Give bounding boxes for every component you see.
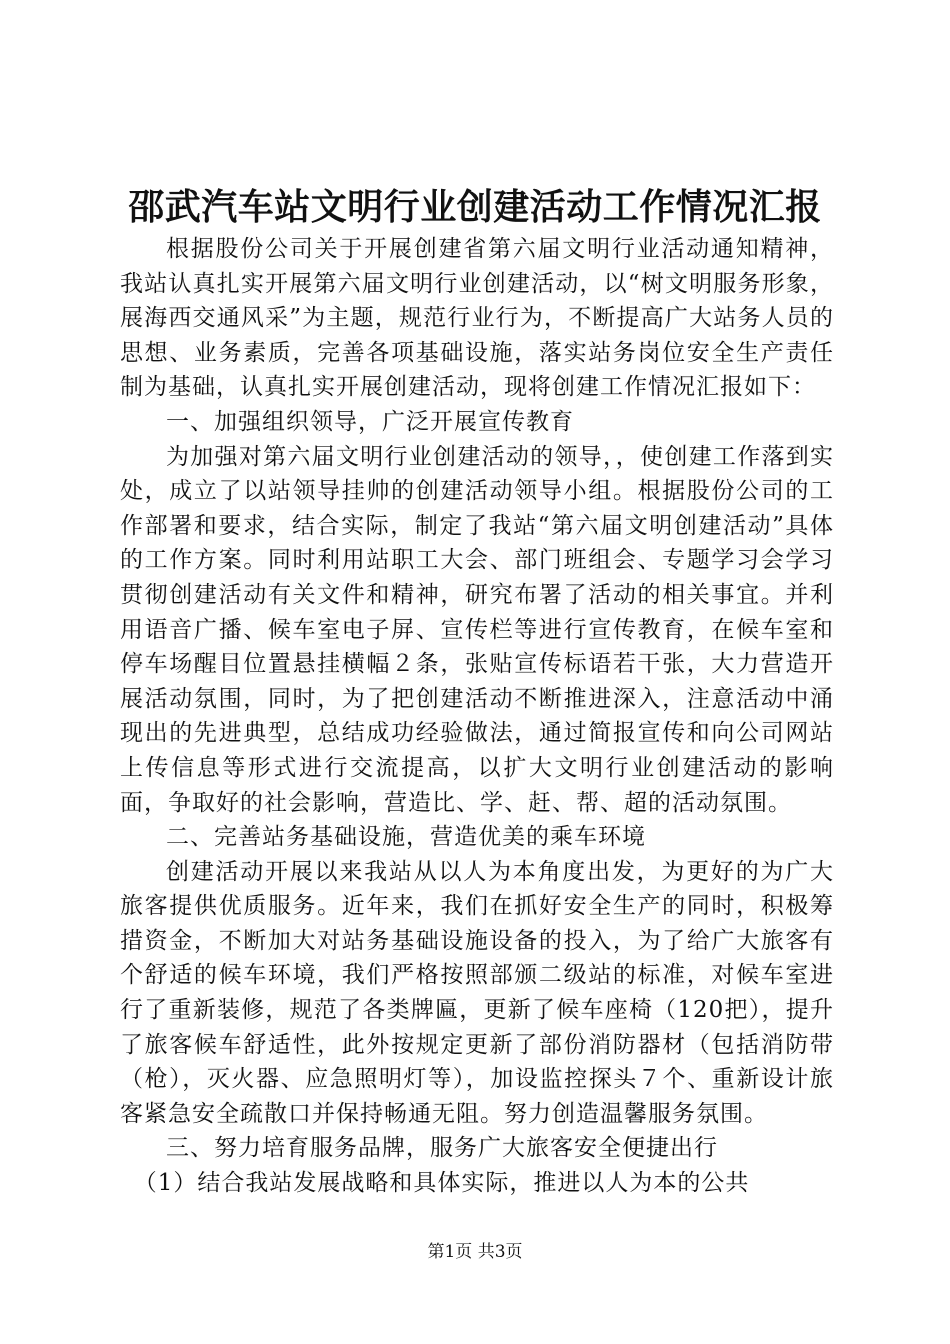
section-heading-2: 二、完善站务基础设施，营造优美的乘车环境 <box>166 824 646 851</box>
section-heading-1: 一、加强组织领导，广泛开展宣传教育 <box>166 408 574 435</box>
document-title: 邵武汽车站文明行业创建活动工作情况汇报 <box>128 186 822 228</box>
document-body <box>120 232 834 1201</box>
section-3-item-1: （1）结合我站发展战略和具体实际，推进以人为本的公共 <box>133 1170 750 1197</box>
section-1-paragraph: 为加强对第六届文明行业创建活动的领导，，使创建工作落到实处，成立了以站领导挂帅的创建活动领导小组。根据股份公司的工作部署和要求，结合实际，制定了我站“第六届文明创建活动”具体的工作方案。同时利用站职工大会、部门班组会、专题学习会学习贯彻创建活动有关文件和精神，研究布署了活动的相关事宜。并利用语音广播、候车室电子屏、宣传栏等进行宣传教育，在候车室和停车场醒目位置悬挂横幅２条，张贴宣传标语若干张，大力营造开展活动氛围，同时，为了把创建活动不断推进深入，注意活动中涌现出的先进典型，总结成功经验做法，通过简报宣传和向公司网站上传信息等形式进行交流提高，以扩大文明行业创建活动的影响面，争取好的社会影响，营造比、学、赶、帮、超的活动氛围。 <box>120 443 834 816</box>
intro-paragraph: 根据股份公司关于开展创建省第六届文明行业活动通知精神，我站认真扎实开展第六届文明行业创建活动，以“树文明服务形象，展海西交通风采”为主题，规范行业行为，不断提高广大站务人员的思想、业务素质，完善各项基础设施，落实站务岗位安全生产责任制为基础，认真扎实开展创建活动，现将创建工作情况汇报如下： <box>120 236 834 401</box>
page-number-footer: 第1页 共3页 <box>427 1242 523 1262</box>
section-2-paragraph: 创建活动开展以来我站从以人为本角度出发，为更好的为广大旅客提供优质服务。近年来，我们在抓好安全生产的同时，积极筹措资金，不断加大对站务基础设施设备的投入，为了给广大旅客有个舒适的候车环境，我们严格按照部颁二级站的标准，对候车室进行了重新装修，规范了各类牌匾，更新了候车座椅（120把），提升了旅客候车舒适性，此外按规定更新了部份消防器材（包括消防带（枪），灭火器、应急照明灯等），加设监控探头７个、重新设计旅客紧急安全疏散口并保持畅通无阻。努力创造温馨服务氛围。 <box>120 858 834 1127</box>
section-heading-3: 三、努力培育服务品牌，服务广大旅客安全便捷出行 <box>166 1135 718 1162</box>
